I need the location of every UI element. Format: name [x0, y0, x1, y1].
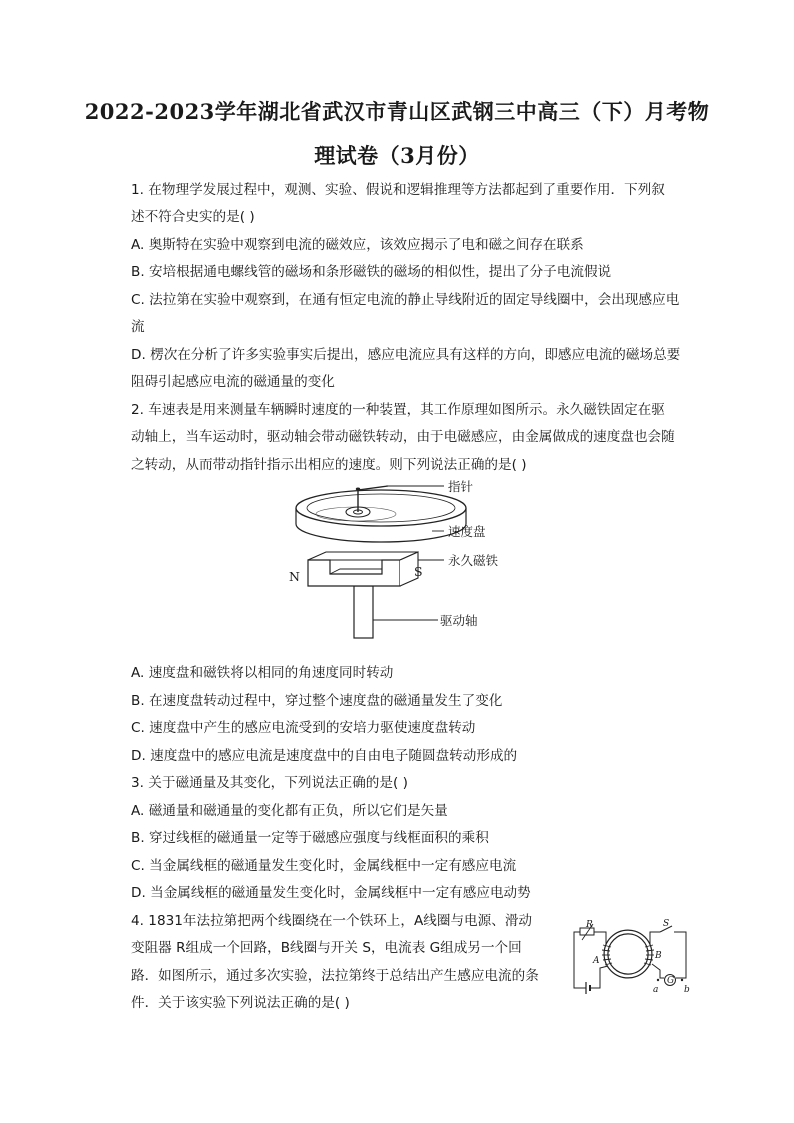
question-1-stem-1: 1. 在物理学发展过程中，观测、实验、假说和逻辑推理等方法都起到了重要作用．下列叙 — [131, 182, 665, 198]
question-2-option-c: C. 速度盘中产生的感应电流受到的安培力驱使速度盘转动 — [131, 720, 476, 736]
question-1-stem-2: 述不符合史实的是( ) — [131, 209, 255, 225]
question-4-stem-1: 4. 1831年法拉第把两个线圈绕在一个铁环上，A线圈与电源、滑动 — [131, 913, 533, 929]
question-2-option-a: A. 速度盘和磁铁将以相同的角速度同时转动 — [131, 665, 394, 681]
question-2-option-b: B. 在速度盘转动过程中，穿过整个速度盘的磁通量发生了变化 — [131, 693, 503, 709]
question-1-option-d-2: 阻碍引起感应电流的磁通量的变化 — [131, 374, 335, 390]
permanent-magnet — [308, 560, 400, 586]
label-speed-disk: 速度盘 — [448, 524, 486, 539]
question-1-option-d-1: D. 楞次在分析了许多实验事实后提出，感应电流应具有这样的方向，即感应电流的磁场总要 — [131, 347, 681, 363]
question-2-stem-1: 2. 车速表是用来测量车辆瞬时速度的一种装置，其工作原理如图所示。永久磁铁固定在驱 — [131, 402, 665, 418]
speedometer-diagram — [286, 474, 526, 644]
label-terminal-a: a — [653, 985, 659, 995]
question-3-stem: 3. 关于磁通量及其变化，下列说法正确的是( ) — [131, 775, 408, 791]
label-pointer: 指针 — [448, 479, 474, 494]
question-1-option-c-1: C. 法拉第在实验中观察到，在通有恒定电流的静止导线附近的固定导线圈中，会出现感应电 — [131, 292, 680, 308]
question-2-option-d: D. 速度盘中的感应电流是速度盘中的自由电子随圆盘转动形成的 — [131, 748, 518, 764]
speed-disk — [296, 490, 466, 526]
question-4-stem-4: 件．关于该实验下列说法正确的是( ) — [131, 995, 350, 1011]
page-title-line-1: 2022-2023学年湖北省武汉市青山区武钢三中高三（下）月考物 — [84, 99, 710, 124]
page-title-line-2: 理试卷（3月份） — [314, 143, 480, 168]
question-1-option-b: B. 安培根据通电螺线管的磁场和条形磁铁的磁场的相似性，提出了分子电流假说 — [131, 264, 612, 280]
label-s: S — [663, 919, 670, 929]
label-north-pole: N — [289, 569, 300, 584]
drive-shaft — [354, 586, 373, 638]
label-galvanometer: G — [667, 976, 675, 986]
question-3-option-b: B. 穿过线框的磁通量一定等于磁感应强度与线框面积的乘积 — [131, 830, 489, 846]
label-coil-b: B — [655, 951, 662, 961]
question-1-option-c-2: 流 — [131, 319, 145, 335]
question-3-option-d: D. 当金属线框的磁通量发生变化时，金属线框中一定有感应电动势 — [131, 885, 531, 901]
question-3-option-c: C. 当金属线框的磁通量发生变化时，金属线框中一定有感应电流 — [131, 858, 517, 874]
label-terminal-b: b — [684, 985, 690, 995]
question-1-option-a: A. 奥斯特在实验中观察到电流的磁效应，该效应揭示了电和磁之间存在联系 — [131, 237, 584, 253]
label-permanent-magnet: 永久磁铁 — [448, 553, 499, 568]
question-4-stem-2: 变阻器 R组成一个回路，B线圈与开关 S，电流表 G组成另一个回 — [131, 940, 522, 956]
label-drive-shaft: 驱动轴 — [440, 613, 478, 628]
label-south-pole: S — [414, 564, 423, 579]
label-r: R — [586, 920, 593, 930]
label-coil-a: A — [593, 956, 600, 966]
faraday-ring-diagram — [566, 918, 698, 1002]
question-4-stem-3: 路．如图所示，通过多次实验，法拉第终于总结出产生感应电流的条 — [131, 968, 539, 984]
question-2-stem-3: 之转动，从而带动指针指示出相应的速度。则下列说法正确的是( ) — [131, 457, 527, 473]
question-2-stem-2: 动轴上，当车运动时，驱动轴会带动磁铁转动，由于电磁感应，由金属做成的速度盘也会随 — [131, 429, 675, 445]
question-3-option-a: A. 磁通量和磁通量的变化都有正负，所以它们是矢量 — [131, 803, 448, 819]
